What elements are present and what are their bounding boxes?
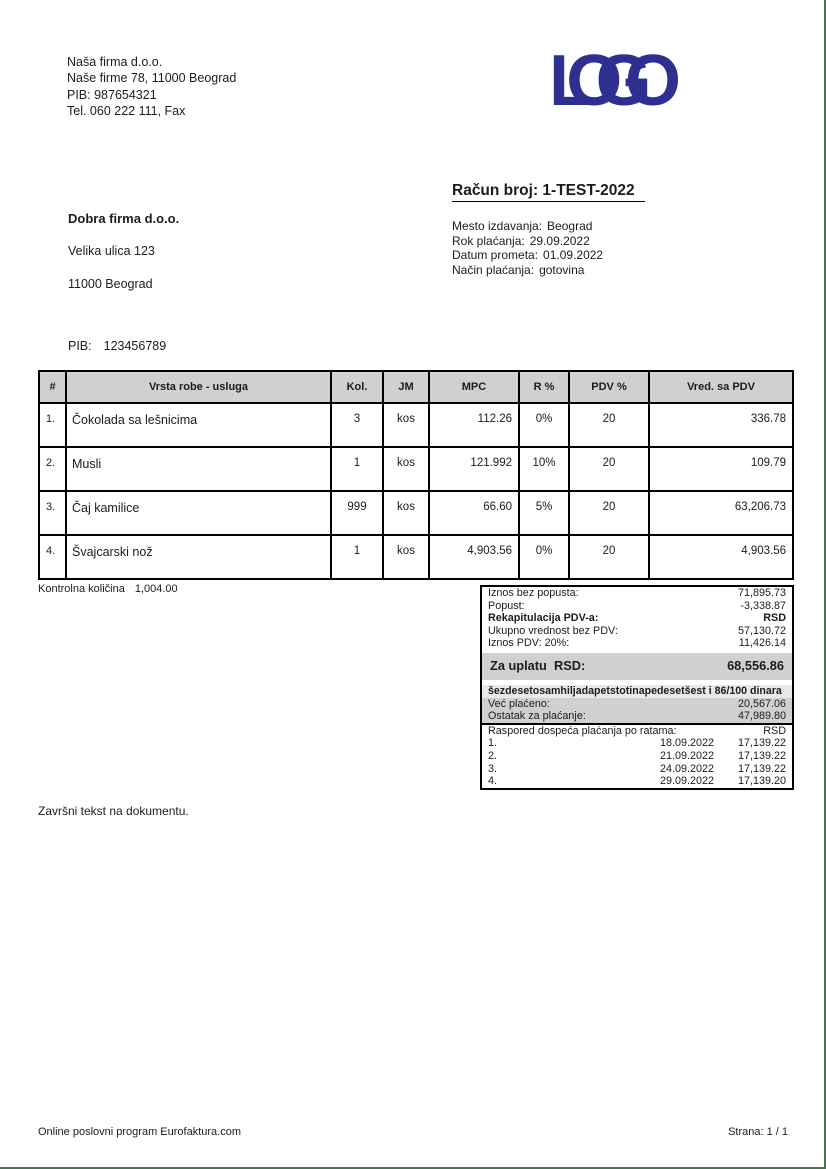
item-num: 1.: [39, 403, 66, 447]
summary-label: Već plaćeno:: [488, 697, 550, 710]
item-qty: 1: [331, 447, 383, 491]
installments-header-label: Raspored dospeća plaćanja po ratama:: [488, 724, 677, 737]
installment-row: [482, 750, 792, 763]
item-num: 4.: [39, 535, 66, 579]
footer-page-number: Strana: 1 / 1: [728, 1126, 788, 1138]
total-due-value: 68,556.86: [727, 658, 784, 674]
installments-section: [482, 723, 792, 788]
installments-currency: RSD: [763, 724, 786, 737]
seller-info: [67, 54, 236, 119]
seller-address: Naše firme 78, 11000 Beograd: [67, 71, 237, 86]
summary-total-without-vat: [482, 625, 792, 638]
summary-remaining: [482, 710, 792, 723]
installment-date: 29.09.2022: [659, 775, 714, 788]
installment-num: 2.: [488, 749, 498, 762]
summary-discount: [482, 600, 792, 613]
seller-name: Naša firma d.o.o.: [67, 55, 163, 69]
summary-label: Iznos bez popusta:: [488, 587, 579, 599]
item-discount: 0%: [519, 535, 569, 579]
item-unit: kos: [383, 491, 429, 535]
col-header-unit: JM: [383, 371, 429, 403]
seller-phone: Tel. 060 222 111, Fax: [67, 103, 186, 118]
installment-amount: 17,139.22: [737, 749, 786, 762]
amount-in-words: šezdesetosamhiljadapetstotinapedesetšest i 86/100 dinara: [482, 685, 792, 698]
item-vat: 20: [569, 447, 649, 491]
invoice-details: [452, 219, 603, 277]
col-header-qty: Kol.: [331, 371, 383, 403]
item-total: 109.79: [649, 447, 793, 491]
item-mpc: 121.992: [429, 447, 519, 491]
summary-value: 71,895.73: [737, 587, 786, 599]
summary-label: Ostatak za plaćanje:: [488, 710, 586, 723]
item-unit: kos: [383, 403, 429, 447]
item-name: Čokolada sa lešnicima: [66, 403, 331, 447]
invoice-number-title: Račun broj: 1-TEST-2022: [452, 182, 645, 202]
installment-date: 18.09.2022: [659, 737, 714, 750]
item-qty: 1: [331, 535, 383, 579]
detail-label: Mesto izdavanja:: [452, 219, 543, 233]
detail-payment-method: [452, 263, 603, 278]
control-quantity: [38, 583, 178, 595]
table-row: [39, 535, 793, 579]
summary-label: Popust:: [488, 599, 525, 612]
total-due-label: Za uplatu RSD:: [490, 658, 586, 674]
installments-header: [482, 725, 792, 738]
installment-amount: 17,139.22: [737, 762, 786, 775]
item-name: Čaj kamilice: [66, 491, 331, 535]
item-mpc: 66.60: [429, 491, 519, 535]
installment-amount: 17,139.22: [737, 737, 786, 750]
buyer-pib-value: 123456789: [103, 339, 167, 353]
col-header-mpc: MPC: [429, 371, 519, 403]
installment-num: 3.: [488, 762, 498, 775]
logo-text: LOGO: [549, 50, 681, 112]
col-header-num: #: [39, 371, 66, 403]
installment-num: 4.: [488, 775, 498, 788]
col-header-description: Vrsta robe - usluga: [66, 371, 331, 403]
items-table: [38, 370, 794, 580]
seller-pib: PIB: 987654321: [67, 87, 157, 102]
summary-label: Iznos PDV: 20%:: [488, 637, 570, 650]
installment-row: [482, 737, 792, 750]
detail-value: 29.09.2022: [529, 233, 590, 248]
item-vat: 20: [569, 491, 649, 535]
item-num: 2.: [39, 447, 66, 491]
summary-value: 11,426.14: [738, 637, 786, 650]
installment-num: 1.: [488, 737, 498, 750]
table-header-row: [39, 371, 793, 403]
detail-value: Beograd: [547, 219, 593, 233]
summary-value: RSD: [763, 612, 786, 625]
summary-vat-recap-header: [482, 612, 792, 625]
detail-place-of-issue: [452, 219, 603, 234]
summary-value: -3,338.87: [740, 599, 786, 612]
items-table-grid: [38, 370, 794, 580]
summary-box: [480, 585, 794, 790]
detail-turnover-date: [452, 248, 603, 263]
item-qty: 999: [331, 491, 383, 535]
col-header-vat: PDV %: [569, 371, 649, 403]
summary-already-paid: [482, 698, 792, 711]
summary-amount-before-discount: [482, 587, 792, 600]
item-vat: 20: [569, 403, 649, 447]
installment-date: 24.09.2022: [659, 762, 714, 775]
summary-value: 47,989.80: [737, 710, 786, 723]
control-quantity-label: Kontrolna količina: [38, 583, 125, 595]
installment-date: 21.09.2022: [659, 749, 714, 762]
item-discount: 10%: [519, 447, 569, 491]
buyer-name: Dobra firma d.o.o.: [68, 211, 180, 226]
item-total: 63,206.73: [649, 491, 793, 535]
item-qty: 3: [331, 403, 383, 447]
item-vat: 20: [569, 535, 649, 579]
item-unit: kos: [383, 535, 429, 579]
detail-value: 01.09.2022: [543, 248, 604, 263]
col-header-total: Vred. sa PDV: [649, 371, 793, 403]
summary-label: Ukupno vrednost bez PDV:: [488, 624, 618, 637]
installment-row: [482, 775, 792, 788]
detail-label: Rok plaćanja:: [452, 233, 525, 248]
table-row: [39, 491, 793, 535]
detail-due-date: [452, 234, 603, 249]
closing-text: Završni tekst na dokumentu.: [38, 804, 189, 818]
company-logo: [549, 50, 689, 117]
buyer-pib: [68, 339, 166, 353]
detail-label: Način plaćanja:: [452, 262, 535, 277]
detail-label: Datum prometa:: [452, 248, 539, 263]
item-name: Švajcarski nož: [66, 535, 331, 579]
item-discount: 0%: [519, 403, 569, 447]
total-due-row: [482, 653, 792, 680]
detail-value: gotovina: [539, 262, 585, 277]
item-name: Musli: [66, 447, 331, 491]
buyer-city: 11000 Beograd: [68, 277, 153, 291]
summary-vat-amount: [482, 637, 792, 650]
summary-value: 57,130.72: [737, 624, 786, 637]
buyer-street: Velika ulica 123: [68, 244, 155, 258]
installment-row: [482, 763, 792, 776]
table-row: [39, 447, 793, 491]
control-quantity-value: 1,004.00: [134, 583, 178, 595]
item-mpc: 112.26: [429, 403, 519, 447]
table-row: [39, 403, 793, 447]
summary-value: 20,567.06: [737, 697, 786, 710]
item-num: 3.: [39, 491, 66, 535]
item-discount: 5%: [519, 491, 569, 535]
item-total: 4,903.56: [649, 535, 793, 579]
buyer-pib-label: PIB:: [68, 339, 92, 353]
footer-program-name: Online poslovni program Eurofaktura.com: [38, 1126, 241, 1138]
logo-graphic: [549, 50, 689, 112]
item-mpc: 4,903.56: [429, 535, 519, 579]
item-total: 336.78: [649, 403, 793, 447]
installment-amount: 17,139.20: [737, 775, 786, 788]
col-header-discount: R %: [519, 371, 569, 403]
item-unit: kos: [383, 447, 429, 491]
summary-label: Rekapitulacija PDV-a:: [488, 612, 599, 625]
